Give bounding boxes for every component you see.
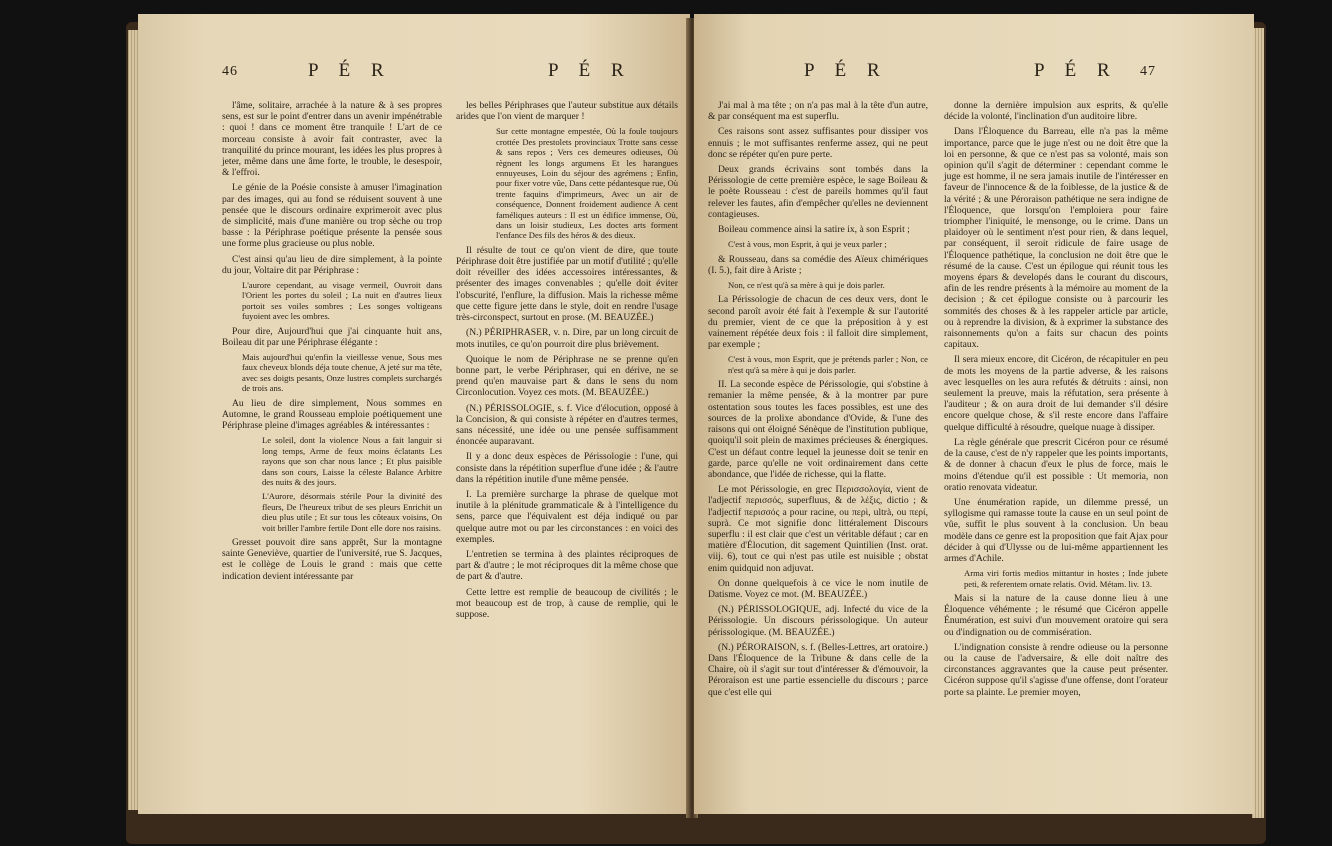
running-head-left-2: P É R <box>548 60 632 81</box>
paragraph: On donne quelquefois à ce vice le nom inutile de Datisme. Voyez ce mot. (M. BEAUZÉE.) <box>708 577 928 600</box>
verse: Le soleil, dont la violence Nous a fait languir si long temps, Arme de feux moins éclatants Les rayons que son char nous lance ; Et plus paisible dans son cours, Laisse la céleste Balance Arbitre des nuits & des jours. <box>262 435 442 487</box>
right-column-2 <box>944 100 1168 702</box>
left-column-1 <box>222 100 442 586</box>
paragraph: Ces raisons sont assez suffisantes pour dissiper vos ennuis ; le mot suffisantes renferme assez, qui ne peut donc se répéter qu'en pure perte. <box>708 126 928 160</box>
paragraph: (N.) PÉRISSOLOGIQUE, adj. Infecté du vice de la Périssologie. Un discours périssologique. Un auteur périssologique. (M. BEAUZÉE.) <box>708 604 928 638</box>
verse: C'est à vous, mon Esprit, que je prétends parler ; Non, ce n'est qu'à sa mère à qui je dois parler. <box>728 354 928 375</box>
paragraph: Le mot Périssologie, en grec Περισσολογία, vient de l'adjectif περισσός, superfluus, & de λέξις, dictio ; & l'adjectif περισσός a pour racine, ou περὶ, ultrà, ou περί, suprà. Ce mot signifie donc littéralement Discours superflu : il est clair que c'est un véritable défaut ; car en matière d'Élocution, dit sagement Quintilien (Inst. orat. viij. 6), tout ce qui n'est pas utile est nuisible ; obstat enim quidquid non adjuvat. <box>708 484 928 574</box>
paragraph: Au lieu de dire simplement, Nous sommes en Automne, le grand Rousseau emploie poétiquement une Périphrase pleine d'images agréables & intéressantes : <box>222 397 442 432</box>
page-number-right: 47 <box>1140 64 1156 79</box>
paragraph: & Rousseau, dans sa comédie des Aïeux chimériques (I. 5.), fait dire à Ariste ; <box>708 253 928 276</box>
paragraph: Quoique le nom de Périphrase ne se prenne qu'en bonne part, le verbe Périphraser, qui en dérive, ne se prend qu'en mauvaise part & dans le sens du nom Circonlocution. Voyez ces mots. (M. BEAUZÉE.) <box>456 353 678 399</box>
page-number-left: 46 <box>222 64 238 79</box>
paragraph: donne la dernière impulsion aux esprits, & qu'elle décide la volonté, l'inclination d'un auditoire libre. <box>944 100 1168 123</box>
paragraph: Il sera mieux encore, dit Cicéron, de récapituler en peu de mots les moyens de la partie adverse, & les raisons avec lesquelles on les aura refutés & détruits : ainsi, non seulement la preuve, mais la réfutation, sera présente à l'auditeur ; & on aura droit de lui demander s'il désire encore quelque chose, & s'il reste encore dans l'affaire quelque difficulté à résoudre, quelque nuage à dissiper. <box>944 354 1168 433</box>
verse: C'est à vous, mon Esprit, à qui je veux parler ; <box>728 239 887 250</box>
paragraph: Gresset pouvoit dire sans apprêt, Sur la montagne sainte Geneviève, quartier de l'université, rue S. Jacques, est le collège de Louis le grand : mais que cette indication devient intéressante par <box>222 536 442 582</box>
verse: L'aurore cependant, au visage vermeil, Ouvroit dans l'Orient les portes du soleil ; La nuit en d'autres lieux portoit ses voiles sombres ; Les songes voltigeans fuyoient avec les ombres. <box>242 280 442 322</box>
paragraph: Dans l'Éloquence du Barreau, elle n'a pas la même importance, parce que le juge n'est ou ne doit être que la loi en personne, & que ce n'est pas sa volonté, mais son opinion qu'il s'agit de déterminer : cependant comme le juge est homme, il ne sera jamais inutile de l'intéresser en faveur de l'innocence & de la foiblesse, de la justice & de la vérité ; & une Péroraison pathétique ne sera indigne de l'Éloquence, que lorsqu'on l'emploiera pour faire triompher l'iniquité, le mensonge, ou le crime. Dans un plaidoyer où le sentiment n'est pour rien, & dans lequel, par conséquent, il seroit ridicule de faire usage de l'Éloquence pathétique, la conclusion ne doit être que le résumé de la cause. C'est un épilogue qui réunit tous les moyens épars & developés dans le courant du discours, afin de les rendre présents à la mémoire au moment de la decision ; & cet épilogue consiste ou à parcourir les sommités des choses & à les rappeler article par article, ou à reprendre la division, & à exprimer la substance des raisonnements qu'on a faits sur chacun des points capitaux. <box>944 126 1168 351</box>
paragraph: I. La première surcharge la phrase de quelque mot inutile à la plénitude grammaticale & à l'intelligence du sens, parce que l'équivalent est déja indiqué ou par quelque autre mot ou par les circonstances : en voici des exemples. <box>456 488 678 545</box>
left-column-2 <box>456 100 678 624</box>
running-head-right: P É R <box>1034 60 1118 81</box>
paragraph: L'indignation consiste à rendre odieuse ou la personne ou la cause de l'adversaire, & elle doit naître des circonstances aggravantes que la cause peut présenter. Cicéron suppose qu'il s'agisse d'une offense, dont l'orateur porte sa plainte. Le premier moyen, <box>944 641 1168 698</box>
paragraph: l'âme, solitaire, arrachée à la nature & à ses propres sens, est sur le point d'entrer dans un avenir impénétrable : quoi ! dans ce moment être tranquile ! L'art de ce morceau consiste à avoir fait contraster, avec la tranquilité du prince mourant, les idées les plus propres à jeter, même dans une âme forte, le trouble, le desespoir, & l'effroi. <box>222 100 442 179</box>
paragraph: (N.) PÉRISSOLOGIE, s. f. Vice d'élocution, opposé à la Concision, & qui consiste à répéter en d'autres termes, sans nécessité, une idée ou une pensée suffisamment énoncée auparavant. <box>456 402 678 448</box>
paragraph: La Périssologie de chacun de ces deux vers, dont le second paroît avoir été fait à l'exemple & sur l'autorité du premier, vient de ce que la préposition à y est vainement répétée deux fois : il falloit dire simplement, par exemple ; <box>708 294 928 351</box>
verse: Mais aujourd'hui qu'enfin la vieillesse venue, Sous mes faux cheveux blonds déja toute chenue, A jeté sur ma tête, avec ses doigts pesants, Onze lustres complets surchargés de trois ans. <box>242 352 442 394</box>
paragraph: Mais si la nature de la cause donne lieu à une Éloquence véhémente ; le résumé que Cicéron appelle Énumération, est suivi d'un mouvement oratoire qui sera ou d'indignation ou de commisération. <box>944 592 1168 638</box>
paragraph: Boileau commence ainsi la satire ix, à son Esprit ; <box>718 224 910 236</box>
paragraph: (N.) PÉRIPHRASER, v. n. Dire, par un long circuit de mots inutiles, ce qu'on pourroit dire plus brièvement. <box>456 327 678 350</box>
verse: Sur cette montagne empestée, Où la foule toujours crottée Des prestolets provinciaux Trotte sans cesse & sans repos ; Vers ces demeures odieuses, Où règnent les longs argumens Et les harangues ennuyeuses, Loin du séjour des agrémens ; Enfin, pour fixer votre vûe, Dans cette pédantesque rue, Où trente faquins d'imprimeurs, Avec un air de conséquence, Donnent froidement audience A cent faméliques auteurs : Il est un édifice immense, Où, dans un loisir studieux, Les doctes arts forment l'enfance Des fils des héros & des dieux. <box>496 126 678 241</box>
paragraph: L'entretien se termina à des plaintes réciproques de part & d'autre ; le mot réciproques dit la même chose que de part & d'autre. <box>456 548 678 583</box>
paragraph: Cette lettre est remplie de beaucoup de civilités ; le mot beaucoup est de trop, à cause de remplie, qui le suppose. <box>456 586 678 620</box>
paragraph: Deux grands écrivains sont tombés dans la Périssologie de cette première espèce, le sage Boileau & le poète Rousseau : c'est de pareils hommes qu'il faut relever les fautes, afin d'empêcher qu'elles ne deviennent contagieuses. <box>708 164 928 220</box>
right-column-1 <box>708 100 928 702</box>
paragraph: C'est ainsi qu'au lieu de dire simplement, à la pointe du jour, Voltaire dit par Périphrase : <box>222 253 442 276</box>
paragraph: Il y a donc deux espèces de Périssologie : l'une, qui consiste dans la répétition superflue d'une idée ; & l'autre dans la répétition inutile d'une même pensée. <box>456 451 678 485</box>
paragraph: Il résulte de tout ce qu'on vient de dire, que toute Périphrase doit être justifiée par un motif d'utilité ; qu'elle doit réveiller des idées accessoires intéressantes, & présenter des images convenables ; qu'elle doit éviter l'obscurité, l'enflure, la diffusion. Mais la richesse même que cette figure jette dans le style, doit en rendre l'usage très-circonspect, surtout en prose. (M. BEAUZÉE.) <box>456 244 678 324</box>
verse: L'Aurore, désormais stérile Pour la divinité des fleurs, De l'heureux tribut de ses pleurs Enrichit un dieu plus utile ; Et sur tous les côteaux voisins, On voit briller l'ambre fertile Dont elle dore nos raisins. <box>262 491 442 533</box>
paragraph: Pour dire, Aujourd'hui que j'ai cinquante huit ans, Boileau dit par une Périphrase élégante : <box>222 325 442 348</box>
verse: Non, ce n'est qu'à sa mère à qui je dois parler. <box>728 280 885 291</box>
paragraph: (N.) PÉRORAISON, s. f. (Belles-Lettres, art oratoire.) Dans l'Éloquence de la Tribune & dans celle de la Chaire, où il s'agit sur tout d'intéresser & d'émouvoir, la Péroraison est une partie essencielle du discours ; parce que c'est elle qui <box>708 641 928 698</box>
paragraph: II. La seconde espèce de Périssologie, qui s'obstine à remanier la même pensée, & à la montrer par pure ostentation sous toutes les faces possibles, est une des sources de la prolixe abondance d'Ovide, & l'une des raisons qui ont éloigné Sénèque de l'institution publique, quoiqu'il soit plein de maximes précieuses & énergiques. C'est un défaut contre lequel la jeunesse doit se tenir en garde, parce qu'elle ne voit ordinairement dans cette abondance, que l'idée de richesse, qui la flatte. <box>708 379 928 480</box>
paragraph: Le génie de la Poésie consiste à amuser l'imagination par des images, qui au fond se réduisent souvent à une pensée que le discours ordinaire exprimeroit avec plus de simplicité, mais d'une manière ou trop sèche ou trop basse : la Périphrase poétique présente la pensée sous une forme plus gracieuse ou plus noble. <box>222 182 442 250</box>
paragraph: J'ai mal à ma tête ; on n'a pas mal à la tête d'un autre, & par conséquent ma est superflu. <box>708 100 928 123</box>
paragraph: Une énumération rapide, un dilemme pressé, un syllogisme qui ramasse toute la cause en un seul point de vûe, suffit le plus souvent à la conclusion. Un beau modèle dans ce genre est la proposition que fait Ajax pour décider à qui d'Ulysse ou de lui-même appartiennent les armes d'Achile. <box>944 496 1168 564</box>
verse: Arma viri fortis medios mittantur in hostes ; Inde jubete peti, & referentem ornate relatis. Ovid. Métam. liv. 13. <box>964 568 1168 589</box>
left-page <box>138 14 690 814</box>
running-head-right-1: P É R <box>804 60 888 81</box>
paragraph: La règle générale que prescrit Cicéron pour ce résumé de la cause, c'est de n'y rappeler que les points importants, & de donner à chacun d'eux le plus de force, mais le moins d'étendue qu'il est possible : Ut memoria, non oratio renovata videatur. <box>944 436 1168 493</box>
running-head-left: P É R <box>308 60 392 81</box>
right-page <box>694 14 1254 814</box>
paragraph: les belles Périphrases que l'auteur substitue aux détails arides que l'on vient de marquer ! <box>456 100 678 123</box>
